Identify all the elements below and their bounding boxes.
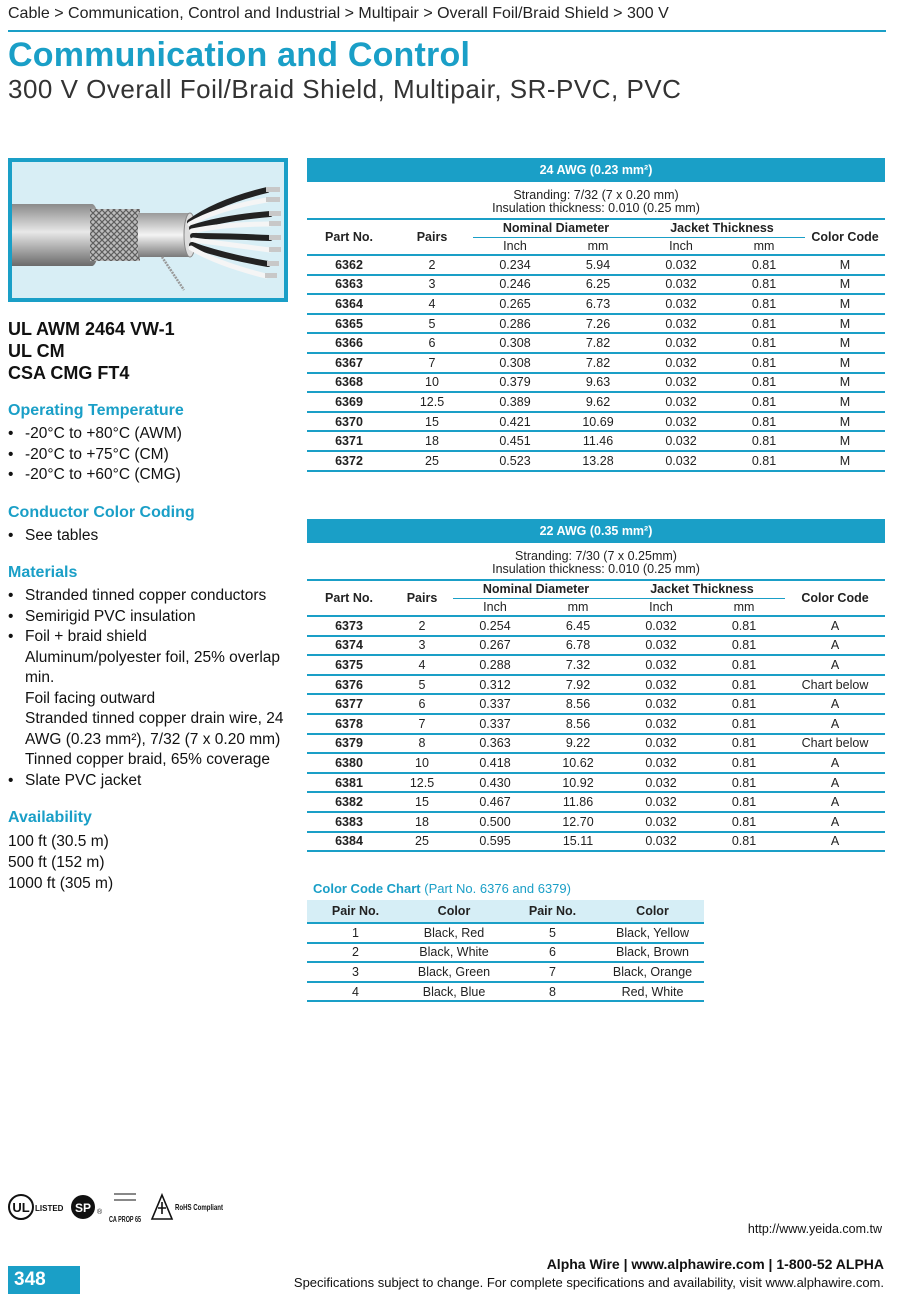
table-info <box>307 184 885 219</box>
table-cell: 0.234 <box>473 255 557 275</box>
table-cell: 0.389 <box>473 392 557 412</box>
table-cell: 13.28 <box>557 451 639 471</box>
table-cell: 0.032 <box>639 431 723 451</box>
list-item: • Semirigid PVC insulation <box>8 607 298 628</box>
table-cell: 0.81 <box>723 314 805 334</box>
col-pair-no: Pair No. <box>307 900 404 923</box>
brand-line: Alpha Wire | www.alphawire.com | 1-800-52 ALPHA <box>546 1256 884 1272</box>
table-cell: 6376 <box>307 675 391 695</box>
table-cell: Black, Yellow <box>601 923 704 943</box>
rohs-logo-icon <box>150 1192 224 1222</box>
list-item: • -20°C to +75°C (CM) <box>8 445 298 466</box>
col-jacket-thickness: Jacket Thickness <box>639 219 805 237</box>
csa-logo-icon <box>70 1192 103 1222</box>
csa-text: SP <box>74 1201 92 1215</box>
table-cell: 0.032 <box>619 714 703 734</box>
table-cell: 6383 <box>307 812 391 832</box>
listed-text: LISTED <box>35 1204 64 1213</box>
table-row <box>307 655 885 675</box>
table-cell: 9.22 <box>537 734 619 754</box>
top-divider <box>8 30 886 32</box>
table-cell: 0.500 <box>453 812 537 832</box>
approvals <box>8 318 298 384</box>
table-cell: 6378 <box>307 714 391 734</box>
table-cell: 11.46 <box>557 431 639 451</box>
table-cell: A <box>785 655 885 675</box>
table-cell: 6369 <box>307 392 391 412</box>
table-cell: 0.032 <box>639 314 723 334</box>
col-color: Color <box>601 900 704 923</box>
table-cell: 15 <box>391 792 453 812</box>
col-jacket-thickness: Jacket Thickness <box>619 580 785 598</box>
table-cell: 6375 <box>307 655 391 675</box>
table-cell: 0.032 <box>619 832 703 852</box>
table-cell: 0.254 <box>453 616 537 636</box>
table-cell: 6366 <box>307 333 391 353</box>
table-row <box>307 353 885 373</box>
table-cell: 10.92 <box>537 773 619 793</box>
table-cell: 2 <box>391 255 473 275</box>
col-jacket-inch: Inch <box>619 598 703 616</box>
table-cell: Black, Brown <box>601 943 704 963</box>
col-pairs: Pairs <box>391 219 473 255</box>
table-cell: 0.032 <box>619 773 703 793</box>
table-cell: 10 <box>391 753 453 773</box>
table-cell: M <box>805 412 885 432</box>
table-cell: 6370 <box>307 412 391 432</box>
table-row <box>307 431 885 451</box>
table-cell: M <box>805 255 885 275</box>
table-cell: 9.62 <box>557 392 639 412</box>
spec-table-22awg <box>307 519 885 852</box>
table-cell: 0.265 <box>473 294 557 314</box>
table-cell: 6373 <box>307 616 391 636</box>
table-row <box>307 333 885 353</box>
table-cell: 6371 <box>307 431 391 451</box>
table-cell: 0.81 <box>723 333 805 353</box>
table-cell: 0.81 <box>703 655 785 675</box>
page-title: Communication and Control <box>8 36 471 74</box>
table-cell: 0.467 <box>453 792 537 812</box>
table-row <box>307 773 885 793</box>
table-row <box>307 392 885 412</box>
table-row <box>307 294 885 314</box>
table-cell: A <box>785 792 885 812</box>
materials-list <box>8 586 298 648</box>
col-part-no: Part No. <box>307 580 391 616</box>
table-cell: 0.430 <box>453 773 537 793</box>
stranding-text: Stranding: 7/32 (7 x 0.20 mm) <box>513 188 679 202</box>
table-cell: 6 <box>504 943 601 963</box>
col-diameter-mm: mm <box>537 598 619 616</box>
table-cell: M <box>805 275 885 295</box>
table-cell: A <box>785 714 885 734</box>
table-row <box>307 832 885 852</box>
col-diameter-mm: mm <box>557 237 639 255</box>
table-cell: 6363 <box>307 275 391 295</box>
cable-illustration-icon <box>12 162 284 298</box>
table-cell: 7.92 <box>537 675 619 695</box>
table-cell: 8 <box>391 734 453 754</box>
table-cell: M <box>805 392 885 412</box>
table-cell: 0.451 <box>473 431 557 451</box>
color-code-chart <box>307 900 704 1002</box>
left-column <box>8 318 298 894</box>
table-info <box>307 545 885 580</box>
table-cell: M <box>805 314 885 334</box>
color-chart-title <box>313 881 571 896</box>
table-cell: 0.81 <box>703 753 785 773</box>
table-cell: 3 <box>391 275 473 295</box>
table-cell: A <box>785 753 885 773</box>
table-cell: 1 <box>307 923 404 943</box>
table-cell: Black, Green <box>404 962 504 982</box>
certification-logos <box>8 1190 224 1224</box>
availability-heading: Availability <box>8 809 92 826</box>
table-cell: 0.337 <box>453 714 537 734</box>
col-diameter-inch: Inch <box>473 237 557 255</box>
table-row <box>307 412 885 432</box>
table-cell: 10.69 <box>557 412 639 432</box>
list-item: • Foil + braid shield <box>8 627 298 648</box>
table-cell: 0.032 <box>639 451 723 471</box>
table-title: 24 AWG (0.23 mm²) <box>307 158 885 184</box>
table-cell: 0.81 <box>723 294 805 314</box>
table-cell: 0.81 <box>723 255 805 275</box>
table-cell: 6365 <box>307 314 391 334</box>
col-color: Color <box>404 900 504 923</box>
table-cell: Chart below <box>785 734 885 754</box>
table-cell: 0.032 <box>639 333 723 353</box>
table-cell: 8.56 <box>537 694 619 714</box>
table-cell: 4 <box>307 982 404 1002</box>
prop-65-text: CA PROP 65 <box>109 1215 142 1224</box>
insulation-text: Insulation thickness: 0.010 (0.25 mm) <box>492 562 700 576</box>
table-cell: 0.81 <box>723 373 805 393</box>
table-cell: 0.032 <box>639 255 723 275</box>
table-cell: 7.26 <box>557 314 639 334</box>
table-cell: A <box>785 812 885 832</box>
table-cell: 12.5 <box>391 773 453 793</box>
table-cell: 7.82 <box>557 333 639 353</box>
table-cell: 0.288 <box>453 655 537 675</box>
table-row <box>307 275 885 295</box>
table-cell: M <box>805 333 885 353</box>
table-cell: 0.246 <box>473 275 557 295</box>
table-cell: 0.308 <box>473 353 557 373</box>
materials-subline: Foil facing outward <box>25 689 156 707</box>
table-cell: 0.032 <box>619 675 703 695</box>
table-cell: 2 <box>307 943 404 963</box>
distributor-url: http://www.yeida.com.tw <box>747 1222 882 1236</box>
stranding-text: Stranding: 7/30 (7 x 0.25mm) <box>515 549 677 563</box>
table-cell: 10.62 <box>537 753 619 773</box>
table-cell: 0.81 <box>703 812 785 832</box>
table-cell: 12.70 <box>537 812 619 832</box>
conductor-color-coding-list <box>8 526 298 547</box>
table-cell: 6 <box>391 694 453 714</box>
page-number: 348 <box>8 1266 80 1294</box>
table-row <box>307 255 885 275</box>
table-title: 22 AWG (0.35 mm²) <box>307 519 885 545</box>
table-cell: M <box>805 451 885 471</box>
table-cell: 6.78 <box>537 636 619 656</box>
table-row <box>307 616 885 636</box>
materials-list-end <box>8 771 298 792</box>
table-row <box>307 923 704 943</box>
table-cell: 0.81 <box>723 412 805 432</box>
table-cell: 0.81 <box>723 353 805 373</box>
materials-heading: Materials <box>8 564 78 581</box>
table-cell: 5 <box>391 314 473 334</box>
ul-listed-logo-icon <box>8 1192 62 1222</box>
table-cell: M <box>805 373 885 393</box>
table-cell: 0.337 <box>453 694 537 714</box>
table-cell: 6374 <box>307 636 391 656</box>
table-cell: 6382 <box>307 792 391 812</box>
table-cell: 0.523 <box>473 451 557 471</box>
spec-table-24awg <box>307 158 885 472</box>
col-pair-no: Pair No. <box>504 900 601 923</box>
col-nominal-diameter: Nominal Diameter <box>453 580 619 598</box>
list-item: 1000 ft (305 m) <box>8 875 114 892</box>
insulation-text: Insulation thickness: 0.010 (0.25 mm) <box>492 201 700 215</box>
materials-subline: Stranded tinned copper drain wire, 24 AWG (0.23 mm²), 7/32 (7 x 0.20 mm) <box>25 710 284 748</box>
table-cell: A <box>785 694 885 714</box>
table-cell: 0.032 <box>639 353 723 373</box>
table-cell: 0.032 <box>619 636 703 656</box>
table-row <box>307 812 885 832</box>
approval-item: UL CM <box>8 341 65 361</box>
table-cell: 6380 <box>307 753 391 773</box>
table-cell: 0.032 <box>639 373 723 393</box>
table-cell: 10 <box>391 373 473 393</box>
operating-temperature-heading: Operating Temperature <box>8 402 184 419</box>
table-cell: 0.032 <box>619 616 703 636</box>
col-jacket-mm: mm <box>703 598 785 616</box>
table-cell: 8 <box>504 982 601 1002</box>
table-cell: 9.63 <box>557 373 639 393</box>
table-cell: 5 <box>504 923 601 943</box>
table-cell: 0.032 <box>619 812 703 832</box>
col-diameter-inch: Inch <box>453 598 537 616</box>
table-cell: 18 <box>391 431 473 451</box>
table-cell: 0.032 <box>619 734 703 754</box>
table-cell: 0.286 <box>473 314 557 334</box>
table-cell: 0.267 <box>453 636 537 656</box>
table-cell: 7 <box>391 714 453 734</box>
table-cell: 0.81 <box>703 832 785 852</box>
table-cell: 0.81 <box>703 616 785 636</box>
table-cell: 0.81 <box>703 636 785 656</box>
table-cell: 0.595 <box>453 832 537 852</box>
list-item: 100 ft (30.5 m) <box>8 833 109 850</box>
col-color-code: Color Code <box>805 219 885 255</box>
table-cell: 6.45 <box>537 616 619 636</box>
list-item: • Slate PVC jacket <box>8 771 298 792</box>
table-row <box>307 792 885 812</box>
table-cell: 0.032 <box>619 694 703 714</box>
table-cell: 11.86 <box>537 792 619 812</box>
table-cell: Black, White <box>404 943 504 963</box>
table-cell: 0.032 <box>619 655 703 675</box>
table-row <box>307 943 704 963</box>
table-cell: 3 <box>391 636 453 656</box>
table-cell: 0.81 <box>723 431 805 451</box>
table-row <box>307 373 885 393</box>
materials-subline: Aluminum/polyester foil, 25% overlap min. <box>25 648 281 686</box>
list-item: • -20°C to +60°C (CMG) <box>8 465 298 486</box>
table-row <box>307 694 885 714</box>
table-cell: 6362 <box>307 255 391 275</box>
table-cell: 6367 <box>307 353 391 373</box>
table-cell: 7.32 <box>537 655 619 675</box>
table-cell: 4 <box>391 294 473 314</box>
table-cell: 2 <box>391 616 453 636</box>
table-row <box>307 753 885 773</box>
table-cell: 6381 <box>307 773 391 793</box>
table-cell: 0.81 <box>703 694 785 714</box>
table-cell: A <box>785 773 885 793</box>
table-cell: 25 <box>391 832 453 852</box>
table-cell: 0.81 <box>723 275 805 295</box>
table-body <box>307 255 885 471</box>
table-cell: 6.25 <box>557 275 639 295</box>
col-jacket-mm: mm <box>723 237 805 255</box>
list-item: • Stranded tinned copper conductors <box>8 586 298 607</box>
table-cell: 3 <box>307 962 404 982</box>
table-cell: 6384 <box>307 832 391 852</box>
col-part-no: Part No. <box>307 219 391 255</box>
table-cell: 0.81 <box>703 773 785 793</box>
table-cell: 0.81 <box>703 734 785 754</box>
availability-list <box>8 831 298 894</box>
table-cell: 7 <box>504 962 601 982</box>
table-cell: 0.81 <box>723 451 805 471</box>
table-cell: 6372 <box>307 451 391 471</box>
table-cell: 0.418 <box>453 753 537 773</box>
col-pairs: Pairs <box>391 580 453 616</box>
list-item: 500 ft (152 m) <box>8 854 105 871</box>
table-cell: 6379 <box>307 734 391 754</box>
table-cell: 0.379 <box>473 373 557 393</box>
table-cell: 0.032 <box>639 275 723 295</box>
table-cell: 0.81 <box>703 714 785 734</box>
table-cell: 0.032 <box>639 294 723 314</box>
table-cell: M <box>805 353 885 373</box>
table-cell: 6364 <box>307 294 391 314</box>
table-cell: Chart below <box>785 675 885 695</box>
table-cell: 0.81 <box>703 792 785 812</box>
table-cell: 0.032 <box>639 412 723 432</box>
table-cell: 4 <box>391 655 453 675</box>
table-cell: M <box>805 431 885 451</box>
table-cell: Black, Orange <box>601 962 704 982</box>
table-row <box>307 451 885 471</box>
svg-text:®: ® <box>97 1209 103 1216</box>
ul-text: UL <box>12 1200 30 1215</box>
table-row <box>307 314 885 334</box>
table-cell: 0.312 <box>453 675 537 695</box>
table-cell: 6368 <box>307 373 391 393</box>
breadcrumb: Cable > Communication, Control and Industrial > Multipair > Overall Foil/Braid Shield > 300 V <box>8 5 669 22</box>
table-cell: 6 <box>391 333 473 353</box>
table-cell: 0.032 <box>639 392 723 412</box>
page-subtitle: 300 V Overall Foil/Braid Shield, Multipair, SR-PVC, PVC <box>8 74 682 104</box>
table-row <box>307 636 885 656</box>
color-chart-body <box>307 923 704 1001</box>
table-cell: M <box>805 294 885 314</box>
table-cell: A <box>785 616 885 636</box>
spec-note: Specifications subject to change. For complete specifications and availability, visit www.alphawire.com. <box>293 1275 884 1290</box>
table-cell: 18 <box>391 812 453 832</box>
table-cell: 0.81 <box>723 392 805 412</box>
table-cell: 12.5 <box>391 392 473 412</box>
list-item: • -20°C to +80°C (AWM) <box>8 424 298 445</box>
color-chart-note: (Part No. 6376 and 6379) <box>424 881 571 896</box>
operating-temperature-list <box>8 424 298 486</box>
table-row <box>307 734 885 754</box>
table-row <box>307 982 704 1002</box>
table-cell: 25 <box>391 451 473 471</box>
table-cell: 7.82 <box>557 353 639 373</box>
table-cell: A <box>785 832 885 852</box>
ca-prop-65-logo-icon <box>108 1190 142 1224</box>
table-cell: Red, White <box>601 982 704 1002</box>
table-cell: 15.11 <box>537 832 619 852</box>
col-nominal-diameter: Nominal Diameter <box>473 219 639 237</box>
table-cell: 0.308 <box>473 333 557 353</box>
color-chart-title-text: Color Code Chart <box>313 881 421 896</box>
table-cell: 0.421 <box>473 412 557 432</box>
table-cell: 6.73 <box>557 294 639 314</box>
table-cell: 5 <box>391 675 453 695</box>
rohs-text: RoHS Compliant <box>175 1202 224 1212</box>
approval-item: UL AWM 2464 VW-1 <box>8 319 175 339</box>
table-row <box>307 675 885 695</box>
table-cell: 7 <box>391 353 473 373</box>
table-cell: A <box>785 636 885 656</box>
table-cell: Black, Blue <box>404 982 504 1002</box>
table-cell: 15 <box>391 412 473 432</box>
table-cell: 8.56 <box>537 714 619 734</box>
table-cell: 5.94 <box>557 255 639 275</box>
table-body <box>307 616 885 851</box>
table-cell: 0.032 <box>619 792 703 812</box>
table-row <box>307 962 704 982</box>
col-jacket-inch: Inch <box>639 237 723 255</box>
table-cell: 6377 <box>307 694 391 714</box>
materials-subline: Tinned copper braid, 65% coverage <box>25 751 270 768</box>
col-color-code: Color Code <box>785 580 885 616</box>
approval-item: CSA CMG FT4 <box>8 363 130 383</box>
cable-image <box>8 158 288 302</box>
table-cell: 0.032 <box>619 753 703 773</box>
table-cell: 0.363 <box>453 734 537 754</box>
table-row <box>307 714 885 734</box>
table-cell: 0.81 <box>703 675 785 695</box>
list-item: • See tables <box>8 526 298 547</box>
table-cell: Black, Red <box>404 923 504 943</box>
conductor-color-coding-heading: Conductor Color Coding <box>8 503 195 521</box>
